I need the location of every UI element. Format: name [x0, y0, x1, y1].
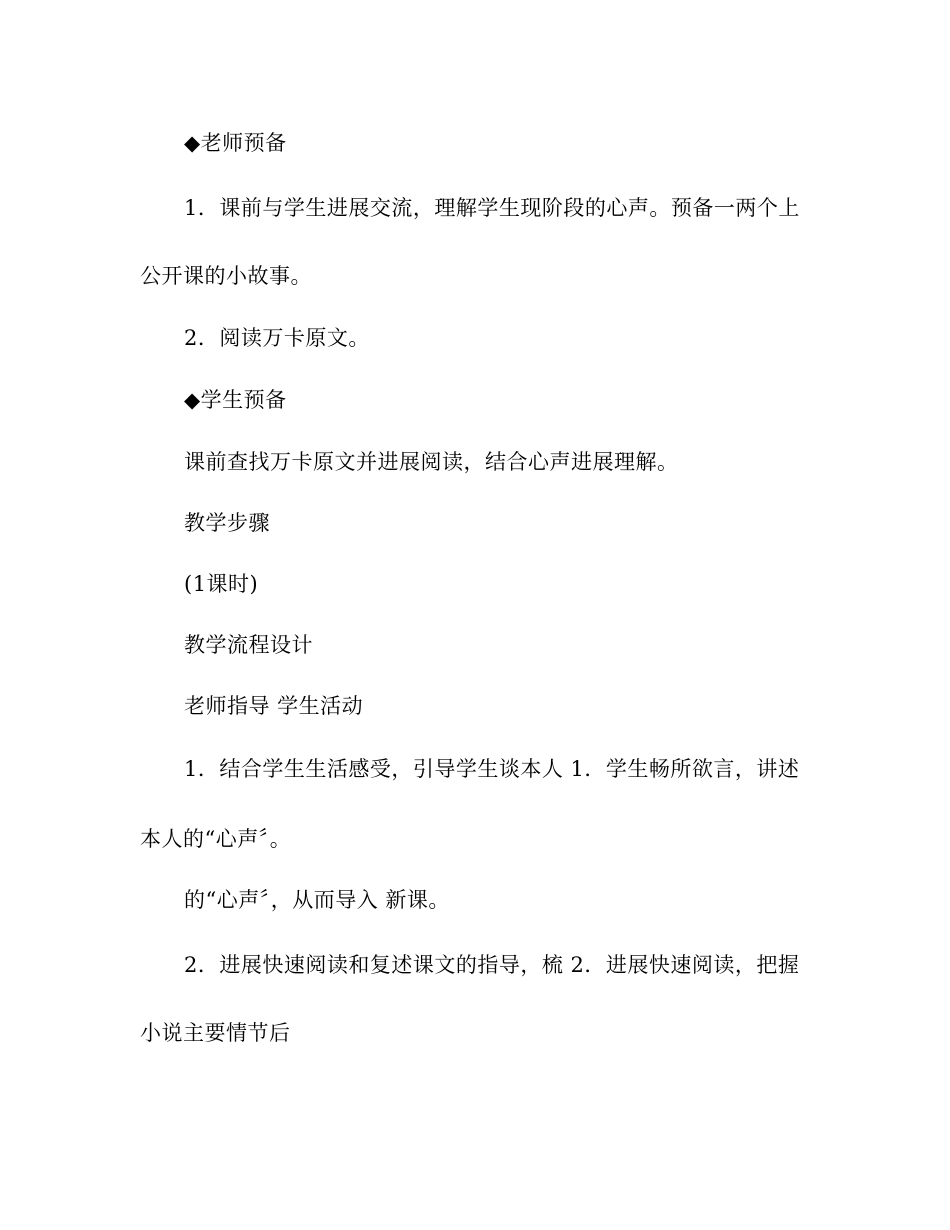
paragraph-line: 2．阅读万卡原文。	[184, 326, 370, 350]
paragraph-line: 本人的“心声〞。	[140, 827, 292, 851]
paragraph-line: 课前查找万卡原文并进展阅读，结合心声进展理解。	[184, 450, 679, 474]
paragraph-line: 2．进展快速阅读和复述课文的指导，梳 2．进展快速阅读，把握	[184, 953, 800, 977]
paragraph-line: 小说主要情节后	[140, 1021, 291, 1045]
heading-student-prep: ◆学生预备	[184, 388, 287, 412]
paragraph-line: 1．课前与学生进展交流，理解学生现阶段的心声。预备一两个上	[184, 196, 800, 220]
heading-teacher-prep: ◆老师预备	[184, 131, 287, 155]
heading-process-design: 教学流程设计	[184, 633, 313, 657]
heading-teaching-steps: 教学步骤	[184, 511, 270, 535]
paragraph-line: 老师指导 学生活动	[184, 694, 364, 718]
paragraph-line: 1．结合学生生活感受，引导学生谈本人 1．学生畅所欲言，讲述	[184, 757, 800, 781]
paragraph-line: (1课时)	[184, 572, 259, 596]
paragraph-line: 公开课的小故事。	[140, 264, 312, 288]
paragraph-line: 的“心声〞，从而导入 新课。	[184, 888, 450, 912]
